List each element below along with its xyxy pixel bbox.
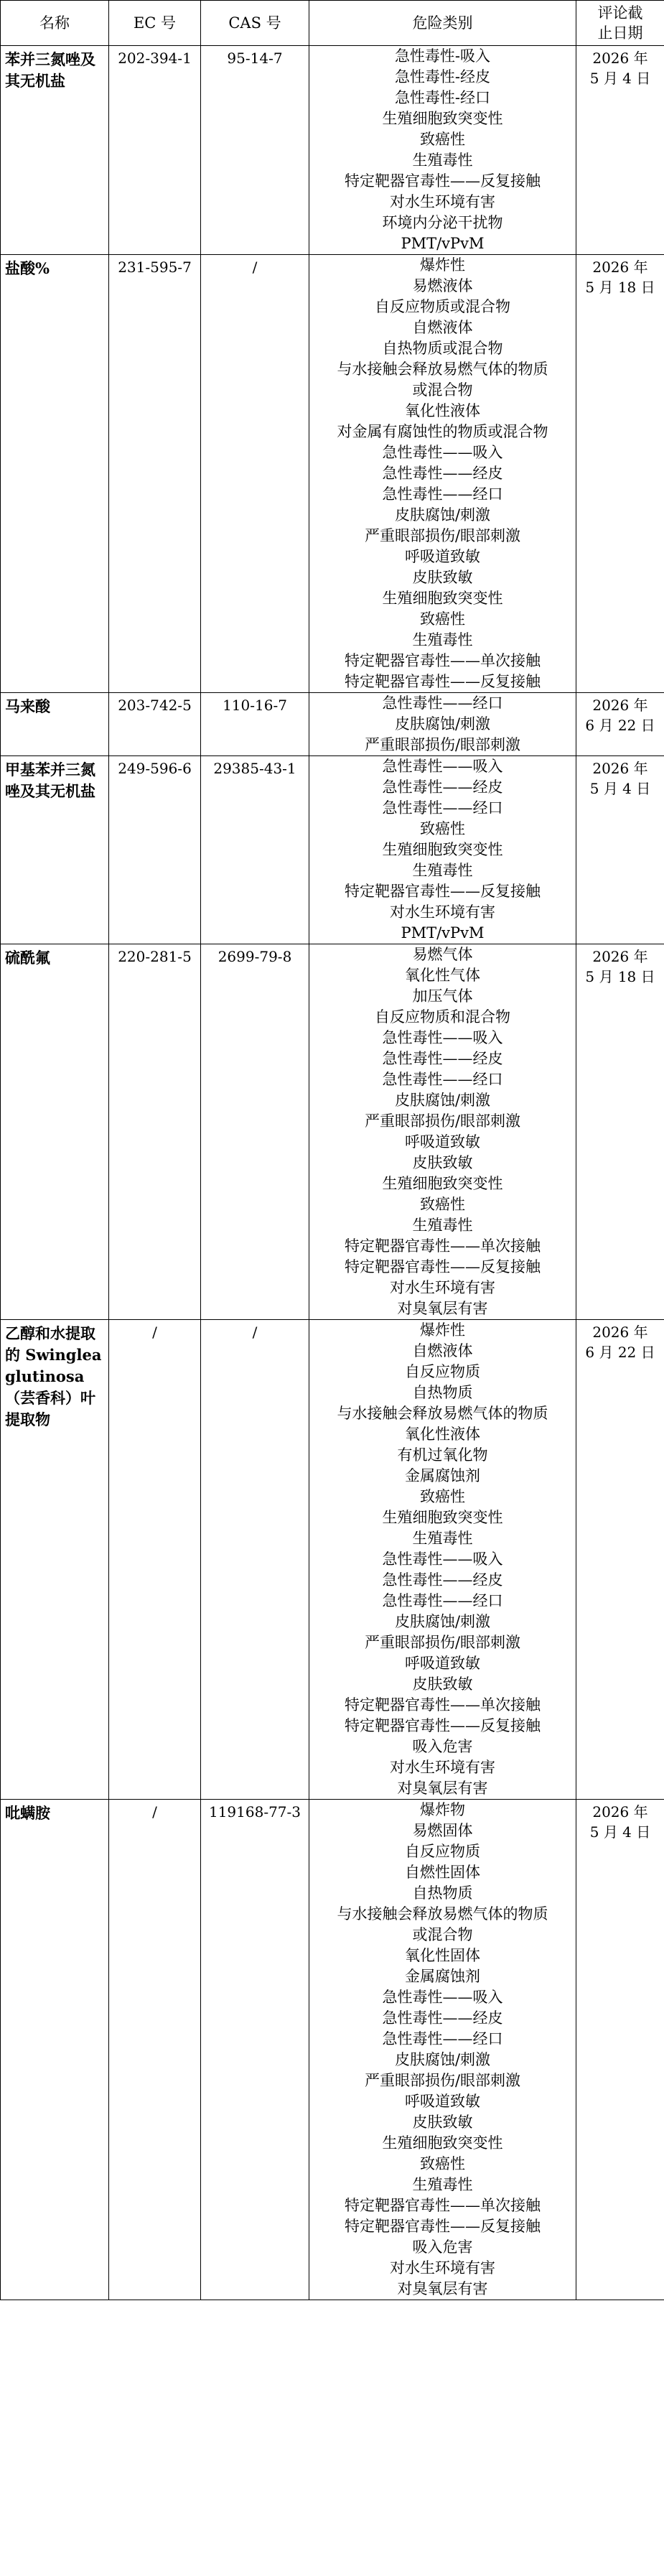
- deadline-line: 5 月 18 日: [585, 968, 655, 985]
- hazard-item: 对金属有腐蚀性的物质或混合物: [337, 423, 548, 440]
- hazard-item: 或混合物: [412, 381, 473, 399]
- table-row: [1, 756, 664, 944]
- ec-number: 203-742-5: [109, 693, 201, 756]
- hazard-item: 急性毒性——吸入: [382, 1989, 503, 2006]
- hazard-item: 生殖细胞致突变性: [382, 1175, 503, 1192]
- ec-number: 231-595-7: [109, 255, 201, 693]
- hazard-item: 致癌性: [420, 2155, 465, 2172]
- cas-number: 119168-77-3: [201, 1800, 309, 2300]
- hazard-item: 氧化性液体: [405, 1426, 480, 1443]
- cas-number: 29385-43-1: [201, 756, 309, 944]
- deadline-line: 6 月 22 日: [585, 717, 655, 734]
- hazard-item: 皮肤致敏: [412, 1154, 473, 1171]
- cas-number: 110-16-7: [201, 693, 309, 756]
- hazard-item: 金属腐蚀剂: [405, 1467, 480, 1484]
- hazard-item: 生殖毒性: [412, 862, 473, 879]
- hazard-item: 特定靶器官毒性——反复接触: [345, 1717, 541, 1734]
- hazard-item: 呼吸道致敏: [405, 1655, 480, 1672]
- hazard-item: 皮肤腐蚀/刺激: [394, 2051, 491, 2068]
- deadline-line: 2026 年: [592, 50, 648, 67]
- hazard-item: 皮肤腐蚀/刺激: [394, 715, 491, 733]
- hazard-item: 爆炸性: [420, 1321, 465, 1339]
- table-row: [1, 693, 664, 756]
- deadline-line: 2026 年: [592, 760, 648, 777]
- substance-name: 甲基苯并三氮唑及其无机盐: [1, 756, 109, 944]
- deadline-line: 5 月 18 日: [585, 279, 655, 296]
- hazard-list: [309, 1320, 576, 1800]
- hazard-item: 环境内分泌干扰物: [382, 214, 503, 231]
- hazard-item: 氧化性液体: [405, 402, 480, 419]
- header-deadline-line-1: 评论截: [597, 4, 643, 22]
- ec-number: 202-394-1: [109, 46, 201, 255]
- hazard-item: 急性毒性——经口: [382, 799, 503, 817]
- deadline-line: 2026 年: [592, 948, 648, 965]
- hazard-item: 自反应物质: [405, 1363, 480, 1380]
- hazard-item: 氧化性气体: [405, 967, 480, 984]
- hazard-item: 致癌性: [420, 1488, 465, 1505]
- hazard-item: 特定靶器官毒性——单次接触: [345, 2197, 541, 2214]
- hazard-item: 急性毒性——经皮: [382, 1050, 503, 1067]
- header-deadline-line-2: 止日期: [597, 24, 643, 42]
- hazard-item: 生殖细胞致突变性: [382, 1509, 503, 1526]
- deadline-line: 5 月 4 日: [589, 70, 651, 87]
- hazard-item: 对水生环境有害: [390, 2259, 495, 2277]
- hazard-list: [309, 46, 576, 255]
- hazard-item: 急性毒性-经口: [394, 89, 491, 106]
- header-ec: EC 号: [109, 1, 201, 46]
- ec-number: /: [109, 1320, 201, 1800]
- hazard-item: 皮肤致敏: [412, 2114, 473, 2131]
- hazard-item: 吸入危害: [412, 1738, 473, 1755]
- hazard-item: 氧化性固体: [405, 1947, 480, 1964]
- deadline-line: 2026 年: [592, 697, 648, 714]
- deadline-line: 2026 年: [592, 1324, 648, 1341]
- hazard-item: 严重眼部损伤/眼部刺激: [364, 1634, 521, 1651]
- hazard-item: 自燃液体: [412, 319, 473, 336]
- hazard-item: 皮肤致敏: [412, 1675, 473, 1693]
- hazard-list: [309, 944, 576, 1320]
- hazard-item: 皮肤腐蚀/刺激: [394, 1092, 491, 1109]
- hazard-item: 皮肤腐蚀/刺激: [394, 506, 491, 524]
- table-row: [1, 46, 664, 255]
- hazard-item: 与水接触会释放易燃气体的物质: [337, 361, 548, 378]
- hazard-item: 致癌性: [420, 610, 465, 628]
- hazard-item: 或混合物: [412, 1926, 473, 1943]
- hazard-item: 特定靶器官毒性——单次接触: [345, 1237, 541, 1255]
- hazard-item: 急性毒性——吸入: [382, 1029, 503, 1046]
- ec-number: 249-596-6: [109, 756, 201, 944]
- deadline-line: 5 月 4 日: [589, 780, 651, 797]
- hazard-item: 对水生环境有害: [390, 903, 495, 921]
- hazard-item: 急性毒性——经口: [382, 694, 503, 712]
- comment-deadline: [576, 756, 664, 944]
- hazard-item: 有机过氧化物: [397, 1446, 488, 1464]
- cas-number: /: [201, 255, 309, 693]
- substance-name: 盐酸%: [1, 255, 109, 693]
- substance-name: 马来酸: [1, 693, 109, 756]
- hazard-item: 生殖毒性: [412, 2176, 473, 2193]
- comment-deadline: [576, 255, 664, 693]
- hazard-list: [309, 693, 576, 756]
- deadline-line: 6 月 22 日: [585, 1344, 655, 1361]
- hazard-item: 急性毒性——吸入: [382, 444, 503, 461]
- hazard-item: 对臭氧层有害: [397, 2280, 488, 2297]
- hazard-item: 急性毒性-经皮: [394, 68, 491, 85]
- hazard-item: 呼吸道致敏: [405, 2093, 480, 2110]
- comment-deadline: [576, 944, 664, 1320]
- hazard-item: 急性毒性——经皮: [382, 1571, 503, 1589]
- table-row: [1, 1320, 664, 1800]
- hazard-list: [309, 1800, 576, 2300]
- hazard-item: 严重眼部损伤/眼部刺激: [364, 527, 521, 544]
- hazard-item: 呼吸道致敏: [405, 1133, 480, 1150]
- hazard-item: 自热物质: [412, 1884, 473, 1902]
- hazard-item: 生殖毒性: [412, 631, 473, 648]
- substance-name: 硫酰氟: [1, 944, 109, 1320]
- deadline-line: 2026 年: [592, 1803, 648, 1821]
- hazard-item: 皮肤腐蚀/刺激: [394, 1613, 491, 1630]
- hazard-item: 特定靶器官毒性——反复接触: [345, 172, 541, 190]
- hazard-item: 金属腐蚀剂: [405, 1968, 480, 1985]
- hazard-item: 对水生环境有害: [390, 193, 495, 210]
- cas-number: /: [201, 1320, 309, 1800]
- hazard-item: 严重眼部损伤/眼部刺激: [364, 736, 521, 753]
- hazard-item: 特定靶器官毒性——反复接触: [345, 883, 541, 900]
- hazard-item: 自反应物质: [405, 1843, 480, 1860]
- deadline-line: 2026 年: [592, 259, 648, 276]
- hazard-item: 自燃性固体: [405, 1864, 480, 1881]
- hazard-item: 生殖细胞致突变性: [382, 2134, 503, 2152]
- substance-name: 乙醇和水提取的 Swinglea glutinosa（芸香科）叶提取物: [1, 1320, 109, 1800]
- hazard-list: [309, 255, 576, 693]
- hazard-item: 急性毒性——经皮: [382, 2009, 503, 2027]
- hazard-item: 急性毒性——吸入: [382, 1550, 503, 1568]
- hazard-item: 急性毒性——经皮: [382, 465, 503, 482]
- hazard-item: 自燃液体: [412, 1342, 473, 1359]
- hazard-item: 自反应物质或混合物: [375, 298, 510, 315]
- hazard-item: 与水接触会释放易燃气体的物质: [337, 1905, 548, 1922]
- hazard-item: 致癌性: [420, 131, 465, 148]
- table-header-row: [1, 1, 664, 46]
- hazard-item: 自热物质或混合物: [382, 340, 503, 357]
- hazard-item: 对水生环境有害: [390, 1759, 495, 1776]
- hazard-item: 吸入危害: [412, 2238, 473, 2256]
- cas-number: 2699-79-8: [201, 944, 309, 1320]
- hazard-item: 特定靶器官毒性——单次接触: [345, 1696, 541, 1714]
- hazard-item: 对水生环境有害: [390, 1279, 495, 1296]
- hazard-item: 特定靶器官毒性——单次接触: [345, 652, 541, 669]
- hazard-item: 急性毒性——经口: [382, 1592, 503, 1609]
- substance-name: 吡螨胺: [1, 1800, 109, 2300]
- hazard-item: 对臭氧层有害: [397, 1780, 488, 1797]
- cas-number: 95-14-7: [201, 46, 309, 255]
- comment-deadline: [576, 1800, 664, 2300]
- hazard-item: PMT/vPvM: [401, 235, 485, 252]
- hazard-item: 特定靶器官毒性——反复接触: [345, 2218, 541, 2235]
- table-row: [1, 255, 664, 693]
- hazard-item: 生殖毒性: [412, 152, 473, 169]
- hazard-item: 皮肤致敏: [412, 569, 473, 586]
- hazard-item: 严重眼部损伤/眼部刺激: [364, 1112, 521, 1130]
- hazard-item: 致癌性: [420, 1196, 465, 1213]
- ec-number: /: [109, 1800, 201, 2300]
- hazard-item: 生殖毒性: [412, 1530, 473, 1547]
- hazard-item: 急性毒性——吸入: [382, 758, 503, 775]
- hazard-item: 自热物质: [412, 1384, 473, 1401]
- hazard-item: 急性毒性——经口: [382, 1071, 503, 1088]
- hazard-item: 急性毒性——经皮: [382, 778, 503, 796]
- hazard-item: 爆炸物: [420, 1801, 465, 1818]
- hazard-item: 易燃液体: [412, 277, 473, 294]
- hazard-item: 加压气体: [412, 987, 473, 1005]
- hazard-item: 对臭氧层有害: [397, 1300, 488, 1317]
- hazard-item: 易燃固体: [412, 1822, 473, 1839]
- hazard-list: [309, 756, 576, 944]
- table-row: [1, 1800, 664, 2300]
- hazard-item: 爆炸性: [420, 256, 465, 274]
- table-row: [1, 944, 664, 1320]
- hazard-item: 生殖细胞致突变性: [382, 110, 503, 127]
- header-name: 名称: [1, 1, 109, 46]
- hazard-item: PMT/vPvM: [401, 924, 485, 941]
- hazard-item: 急性毒性——经口: [382, 2030, 503, 2047]
- hazard-item: 急性毒性——经口: [382, 485, 503, 503]
- header-hazard: 危险类别: [309, 1, 576, 46]
- ec-number: 220-281-5: [109, 944, 201, 1320]
- hazard-item: 与水接触会释放易燃气体的物质: [337, 1405, 548, 1422]
- hazard-item: 呼吸道致敏: [405, 548, 480, 565]
- hazard-item: 易燃气体: [412, 946, 473, 963]
- comment-deadline: [576, 1320, 664, 1800]
- hazard-item: 生殖细胞致突变性: [382, 590, 503, 607]
- deadline-line: 5 月 4 日: [589, 1823, 651, 1841]
- header-cas: CAS 号: [201, 1, 309, 46]
- header-deadline: [576, 1, 664, 46]
- hazard-item: 特定靶器官毒性——反复接触: [345, 1258, 541, 1275]
- hazard-item: 致癌性: [420, 820, 465, 837]
- hazard-item: 自反应物质和混合物: [375, 1008, 510, 1026]
- hazard-item: 急性毒性-吸入: [394, 47, 491, 65]
- hazard-item: 严重眼部损伤/眼部刺激: [364, 2072, 521, 2089]
- hazard-item: 特定靶器官毒性——反复接触: [345, 673, 541, 690]
- hazard-item: 生殖毒性: [412, 1217, 473, 1234]
- substance-name: 苯并三氮唑及其无机盐: [1, 46, 109, 255]
- comment-deadline: [576, 46, 664, 255]
- comment-deadline: [576, 693, 664, 756]
- hazard-item: 生殖细胞致突变性: [382, 841, 503, 858]
